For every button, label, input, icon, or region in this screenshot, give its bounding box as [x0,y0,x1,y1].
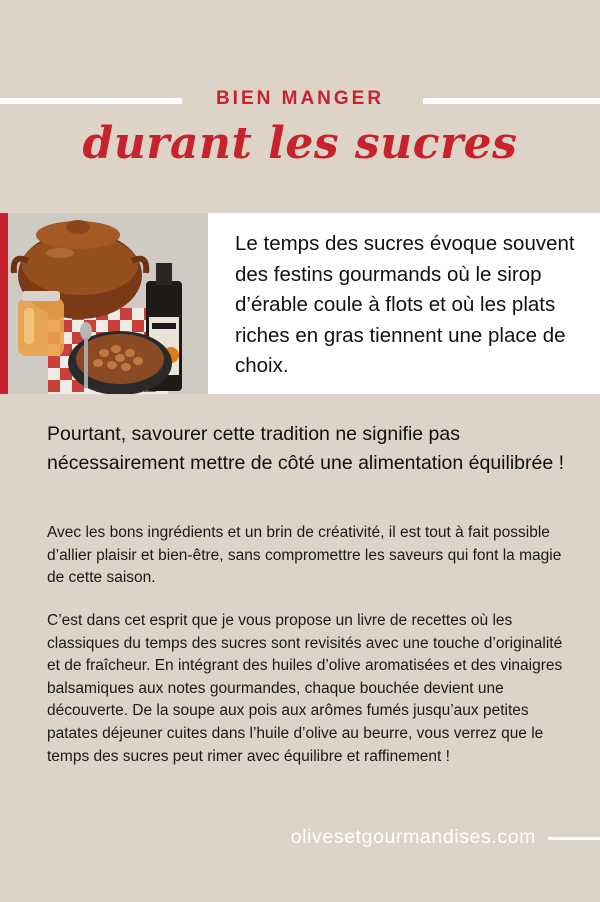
lead-paragraph: Pourtant, savourer cette tradition ne signifie pas nécessairement mettre de côté une alimentation équilibrée ! [47,423,565,474]
body-paragraph-2: C’est dans cet esprit que je vous propose un livre de recettes où les classiques du temps des sucres sont revisités avec une touche d’originalité et de fraîcheur. En intégrant des huiles d’olive aromatisées et des vinaigres balsamiques aux notes gourmandes, chaque bouchée devient une découverte. De la soupe aux pois aux arômes fumés jusqu’aux petites patates déjeuner cuites dans l’huile d’olive au beurre, vous verrez que le temps des sucres peut rimer avec équilibre et raffinement ! [47,612,563,765]
page-title: durant les sucres [82,118,518,169]
intro-band [0,213,600,394]
syrup-jar [18,291,64,356]
bowl [68,331,172,394]
footer-rule [548,837,600,840]
kicker-heading: BIEN MANGER [215,88,385,109]
red-accent-bar [0,213,8,394]
food-photo-illustration [8,213,208,394]
intro-text: Le temps des sucres évoque souvent des festins gourmands où le sirop d’érable coule à flots et où les plats riches en gras tiennent une place de choix. [235,232,575,377]
body-paragraph-1: Avec les bons ingrédients et un brin de créativité, il est tout à fait possible d’allier plaisir et bien-être, sans compromettre les saveurs qui font la magie de cette saison. [47,524,562,587]
website-url: olivesetgourmandises.com [290,826,536,848]
food-photo [8,213,208,394]
